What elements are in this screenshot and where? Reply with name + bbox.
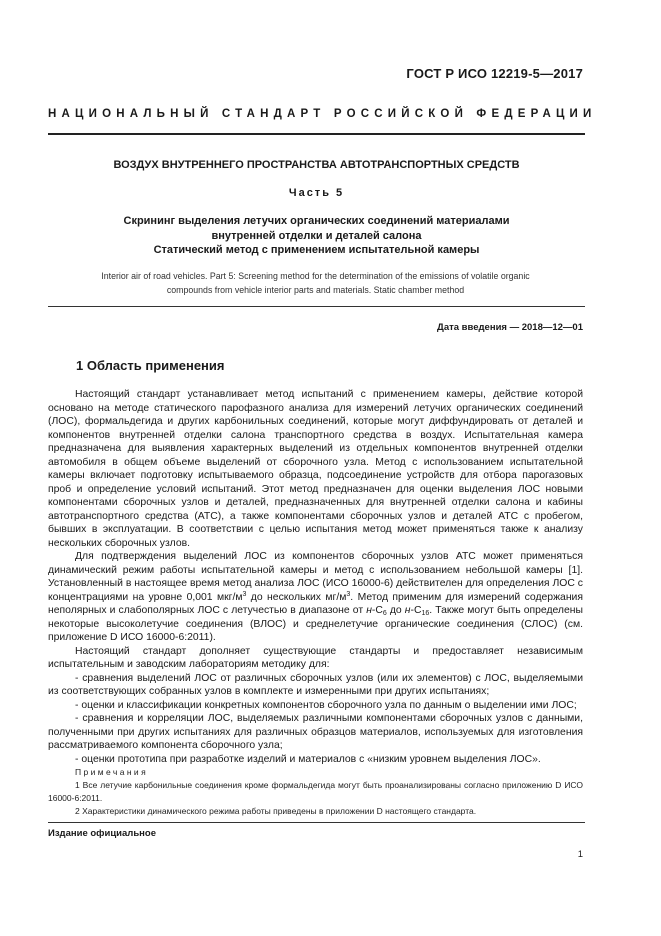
paragraph-text: до нескольких мг/м: [246, 591, 347, 603]
italic-n: н: [404, 605, 411, 616]
paragraph-text: . Также могут быть определены некоторые высоколетучие соединения (ВЛОС) и среднелетучие органические соединения (СЛОС) (см. приложение D ИСО 16000-6:2011).: [48, 605, 583, 643]
note-item: 2 Характеристики динамического режима работы приведены в приложении D настоящего стандарта.: [75, 806, 477, 816]
english-title-line: compounds from vehicle interior parts and materials. Static chamber method: [166, 284, 465, 295]
subtitle-line: внутренней отделки и деталей салона: [211, 229, 422, 242]
note-item: 1 Все летучие карбонильные соединения кроме формальдегида могут быть проанализированы согласно приложению D ИСО 16000-6:2011.: [48, 780, 583, 803]
paragraph: Настоящий стандарт дополняет существующие стандарты и предоставляет независимым испытательным и заводским лабораториям методику для:: [48, 645, 583, 670]
subscript: 16: [421, 610, 430, 617]
list-item: - оценки и классификации конкретных компонентов сборочного узла по данным о выделении ими ЛОС;: [75, 699, 577, 711]
list-item: - оценки прототипа при разработке изделий и материалов с «низким уровнем выделения ЛОС».: [75, 753, 541, 765]
paragraph-text: . Метод применим для измерений содержания неполярных и слабополярных ЛОС с летучестью в диапазоне от: [48, 591, 583, 616]
paragraph: [48, 550, 583, 645]
formula-text: -С: [371, 605, 383, 616]
italic-n: н: [366, 605, 372, 616]
main-title: ВОЗДУХ ВНУТРЕННЕГО ПРОСТРАНСТВА АВТОТРАНСПОРТНЫХ СРЕДСТВ: [113, 159, 520, 171]
section-heading: 1 Область применения: [76, 358, 225, 373]
introduction-date: Дата введения — 2018—12—01: [437, 322, 583, 333]
part-label: Часть 5: [288, 187, 345, 199]
notes-block: [48, 766, 583, 818]
document-code: ГОСТ Р ИСО 12219-5—2017: [406, 66, 583, 81]
paragraph-text: Для подтверждения выделений ЛОС из компонентов сборочных узлов АТС может применяться динамический режим работы испытательной камеры и метод с использованием небольшой камеры [1]. Установленный в настоящее время метод анализа ЛОС (ИСО 16000-6) действителен для определения ЛОС с концентрациями на уровне 0,001 мкг/м: [48, 551, 583, 603]
national-standard-banner: НАЦИОНАЛЬНЫЙ СТАНДАРТ РОССИЙСКОЙ ФЕДЕРАЦИИ: [48, 108, 597, 120]
superscript: 3: [346, 590, 351, 598]
subtitle-block: [48, 214, 585, 258]
subscript: 6: [382, 610, 387, 617]
list-item: - сравнения и корреляции ЛОС, выделяемых различными компонентами сборочных узлов с данными, полученными при других испытаниях для различных образцов материалов, используемых для изготовления рассматриваемого компонента сборочного узла;: [48, 713, 583, 751]
list-item: - сравнения выделений ЛОС от различных сборочных узлов (или их элементов) с ЛОС, выделяемыми из соответствующих собранных узлов в комплекте и измеренными при других испытаниях;: [48, 672, 583, 697]
notes-heading: Примечания: [75, 767, 149, 777]
header-divider: [48, 133, 585, 135]
english-title-line: Interior air of road vehicles. Part 5: Screening method for the determination of the emissions of volatile organic: [101, 271, 530, 281]
english-title: [60, 270, 571, 297]
page-number: 1: [577, 849, 583, 860]
footer-divider: [48, 822, 585, 823]
formula-text: до: [386, 605, 405, 616]
paragraph: Настоящий стандарт устанавливает метод испытаний с применением камеры, действие которой основано на методе статического парофазного анализа для измерений летучих органических соединений (ЛОС), формальдегида и других карбонильных соединений, которые могут диффундировать от деталей и компонентов внутренней отделки салона транспортного средства в воздух. Испытательная камера предназначена для выявления характерных выделений из отдельных компонентов внутренней отделки автомобиля в общем объеме выделений от сборочного узла. Метод с использованием испытательной камеры включает подготовку испытываемого образца, подсоединение устройств для отбора парогазовых проб и определение условий испытаний. Этот метод предназначен для оценки выделения ЛОС новыми компонентами сборочных узлов и деталей, предназначенных для внутренней отделки салона и кабины автотранспортного средства (АТС), а также компонентами сборочных узлов и деталей АТС с пробегом, бывших в эксплуатации. В соответствии с целью испытания метод может применяться также к анализу нескольких сборочных узлов.: [48, 389, 583, 549]
subtitle-line: Статический метод с применением испытательной камеры: [153, 244, 480, 256]
edition-label: Издание официальное: [48, 828, 156, 839]
superscript: 3: [242, 590, 247, 598]
section-body: [48, 388, 583, 766]
formula-text: -С: [410, 605, 422, 616]
subtitle-line: Скрининг выделения летучих органических соединений материалами: [123, 215, 510, 227]
title-divider: [48, 306, 585, 307]
